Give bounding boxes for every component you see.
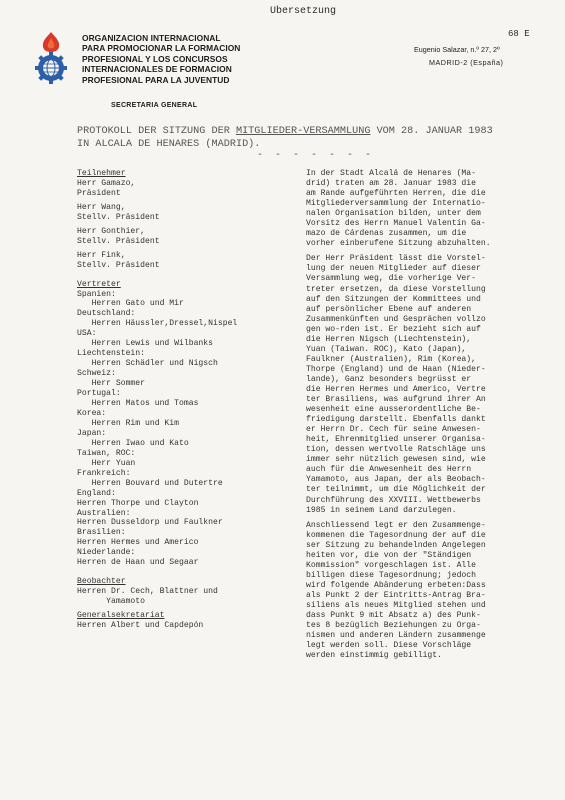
country-label: Korea: bbox=[77, 408, 107, 418]
address-city: MADRID-2 (España) bbox=[429, 58, 504, 67]
title-line-2: IN ALCALA DE HENARES (MADRID). bbox=[77, 138, 261, 150]
observers: Yamamoto bbox=[77, 597, 145, 607]
title-underlined: MITGLIEDER-VERSAMMLUNG bbox=[235, 126, 371, 137]
representatives: Herren Dusseldorp und Faulkner bbox=[77, 518, 223, 528]
body-paragraph: Anschliessend legt er den Zusammenge- kommenen die Tagesordnung der auf die ser Sitzung zu behandelnden Angelegen heiten vor, die von der "Ständigen Kommission" vorgeschlagen ist. Alle billigen diese Tagesordnung; jedoch wird folgende Abänderung erbeten:Dass als Punkt 2 der Eintritts-Antrag Bra- siliens als neues Mitglied stehen und dass Punkt 9 mit Absatz a) des Punk- tes 8 bezüglich Beziehungen zu Orga- nismen und anderen Ländern zusammenge legt werden soll. Diese Vorschläge werden einstimmig gebilligt. bbox=[306, 520, 486, 661]
country-label: USA: bbox=[77, 329, 97, 339]
representatives: Herren Hermes und Americo bbox=[77, 538, 199, 548]
secretaria-general-label: SECRETARIA GENERAL bbox=[111, 102, 198, 109]
participant-name: Herr Fink, bbox=[77, 250, 126, 260]
participant-role: Stellv. Präsident bbox=[77, 212, 160, 222]
participant-role: Stellv. Präsident bbox=[77, 236, 160, 246]
title-part-2: VOM 28. JANUAR 1983 bbox=[370, 126, 493, 137]
participant-name: Herr Gamazo, bbox=[77, 178, 136, 188]
address-block bbox=[414, 43, 503, 69]
organization-logo-icon bbox=[33, 30, 69, 86]
representatives: Herren Lewis und Wilbanks bbox=[77, 339, 213, 349]
participant-role: Stellv. Präsident bbox=[77, 260, 160, 270]
teilnehmer-heading: Teilnehmer bbox=[77, 169, 126, 178]
participant-role: Präsident bbox=[77, 188, 121, 198]
beobachter-heading: Beobachter bbox=[77, 577, 126, 587]
representatives: Herr Yuan bbox=[77, 458, 136, 468]
protocol-title bbox=[77, 126, 493, 151]
representatives: Herren Matos und Tomas bbox=[77, 399, 199, 409]
secretariat-members: Herren Albert und Capdepón bbox=[77, 621, 204, 631]
body-paragraph: In der Stadt Alcalá de Henares (Ma- drid) traten am 28. Januar 1983 die am Rande aufgeführten Herren, die die Mitgliederversammlung der Internatio- nalen Organisation bilden, unter dem Vorsitz des Herrn Manuel Valentín Ga- mazo de Cárdenas zusammen, um die vorher einberufene Sitzung abzuhalten. bbox=[306, 169, 491, 249]
country-label: Deutschland: bbox=[77, 309, 136, 319]
page-number: 68 E bbox=[508, 29, 530, 39]
country-label: England: bbox=[77, 488, 116, 498]
attendees-column bbox=[77, 169, 302, 631]
country-label: Frankreich: bbox=[77, 468, 131, 478]
address-street: Eugenio Salazar, n.º 27, 2º bbox=[414, 45, 500, 54]
organization-name bbox=[82, 33, 240, 85]
representatives: Herren Iwao und Kato bbox=[77, 438, 189, 448]
org-line: ORGANIZACION INTERNACIONAL bbox=[82, 33, 221, 43]
minutes-body bbox=[306, 169, 556, 666]
country-label: Liechtenstein: bbox=[77, 349, 145, 359]
representatives: Herren de Haan und Segaar bbox=[77, 558, 199, 568]
country-label: Portugal: bbox=[77, 389, 121, 399]
body-paragraph: Der Herr Präsident lässt die Vorstel- lung der neuen Mitglieder auf dieser Versammlung weg, die vorherige Ver- treter ersetzen, da diese Vorstellung auf den Sitzungen der Kommittees und auf persönlicher Ebene auf anderen Zusammenkünften und Gesprächen vollzo gen wo-rden ist. Er bezieht sich auf die Herren Nigsch (Liechtenstein), Yuan (Taiwan. ROC), Kato (Japan), Faulkner (Australien), Rim (Korea), Thorpe (England) und de Haan (Nieder- lande), Ganz besonders begrüsst er die Herren Hermes und Americo, Vertre ter Brasiliens, was aufgrund ihrer An wesenheit eine ausserordentliche Be- friedigung darstellt. Ebenfalls dankt er Herrn Dr. Cech für seine Anwesen- heit, Ehrenmitglied unserer Organisa- tion, dessen wertvolle Ratschläge uns immer sehr nützlich gewesen sind, wie auch für die Anwesenheit des Herrn Yamamoto, aus Japan, der als Beobach- ter teilnimmt, um die Möglichkeit der Durchführung des XXVIII. Wettbewerbs 1985 in seinem Land darzulegen. bbox=[306, 254, 486, 515]
vertreter-heading: Vertreter bbox=[77, 279, 121, 289]
observers: Herren Dr. Cech, Blattner und bbox=[77, 587, 218, 597]
translation-note: Ubersetzung bbox=[270, 6, 337, 17]
participant-name: Herr Wang, bbox=[77, 202, 126, 212]
org-line: PROFESIONAL Y LOS CONCURSOS bbox=[82, 53, 228, 64]
org-line: INTERNACIONALES DE FORMACION bbox=[82, 64, 232, 75]
representatives: Herren Schädler und Nigsch bbox=[77, 359, 218, 369]
representatives: Herren Bouvard und Dutertre bbox=[77, 478, 223, 488]
title-dashes: - - - - - - - bbox=[257, 150, 375, 161]
title-part-1: PROTOKOLL DER SITZUNG DER bbox=[77, 126, 236, 137]
generalsekretariat-heading: Generalsekretariat bbox=[77, 611, 165, 621]
representatives: Herren Gato und Mir bbox=[77, 299, 184, 309]
country-label: Schweiz: bbox=[77, 369, 116, 379]
country-label: Brasilien: bbox=[77, 528, 126, 538]
org-line: PROFESIONAL PARA LA JUVENTUD bbox=[82, 74, 230, 85]
country-label: Niederlande: bbox=[77, 548, 136, 558]
representatives: Herr Sommer bbox=[77, 379, 145, 389]
representatives: Herren Rim und Kim bbox=[77, 418, 179, 428]
participant-name: Herr Gonthier, bbox=[77, 226, 145, 236]
org-line: PARA PROMOCIONAR LA FORMACION bbox=[82, 43, 241, 54]
country-label: Australien: bbox=[77, 508, 131, 518]
country-label: Spanien: bbox=[77, 289, 116, 299]
representatives: Herren Thorpe und Clayton bbox=[77, 498, 199, 508]
representatives: Herren Häussler,Dressel,Nispel bbox=[77, 319, 238, 329]
country-label: Japan: bbox=[77, 428, 107, 438]
country-label: Taiwan, ROC: bbox=[77, 448, 136, 458]
